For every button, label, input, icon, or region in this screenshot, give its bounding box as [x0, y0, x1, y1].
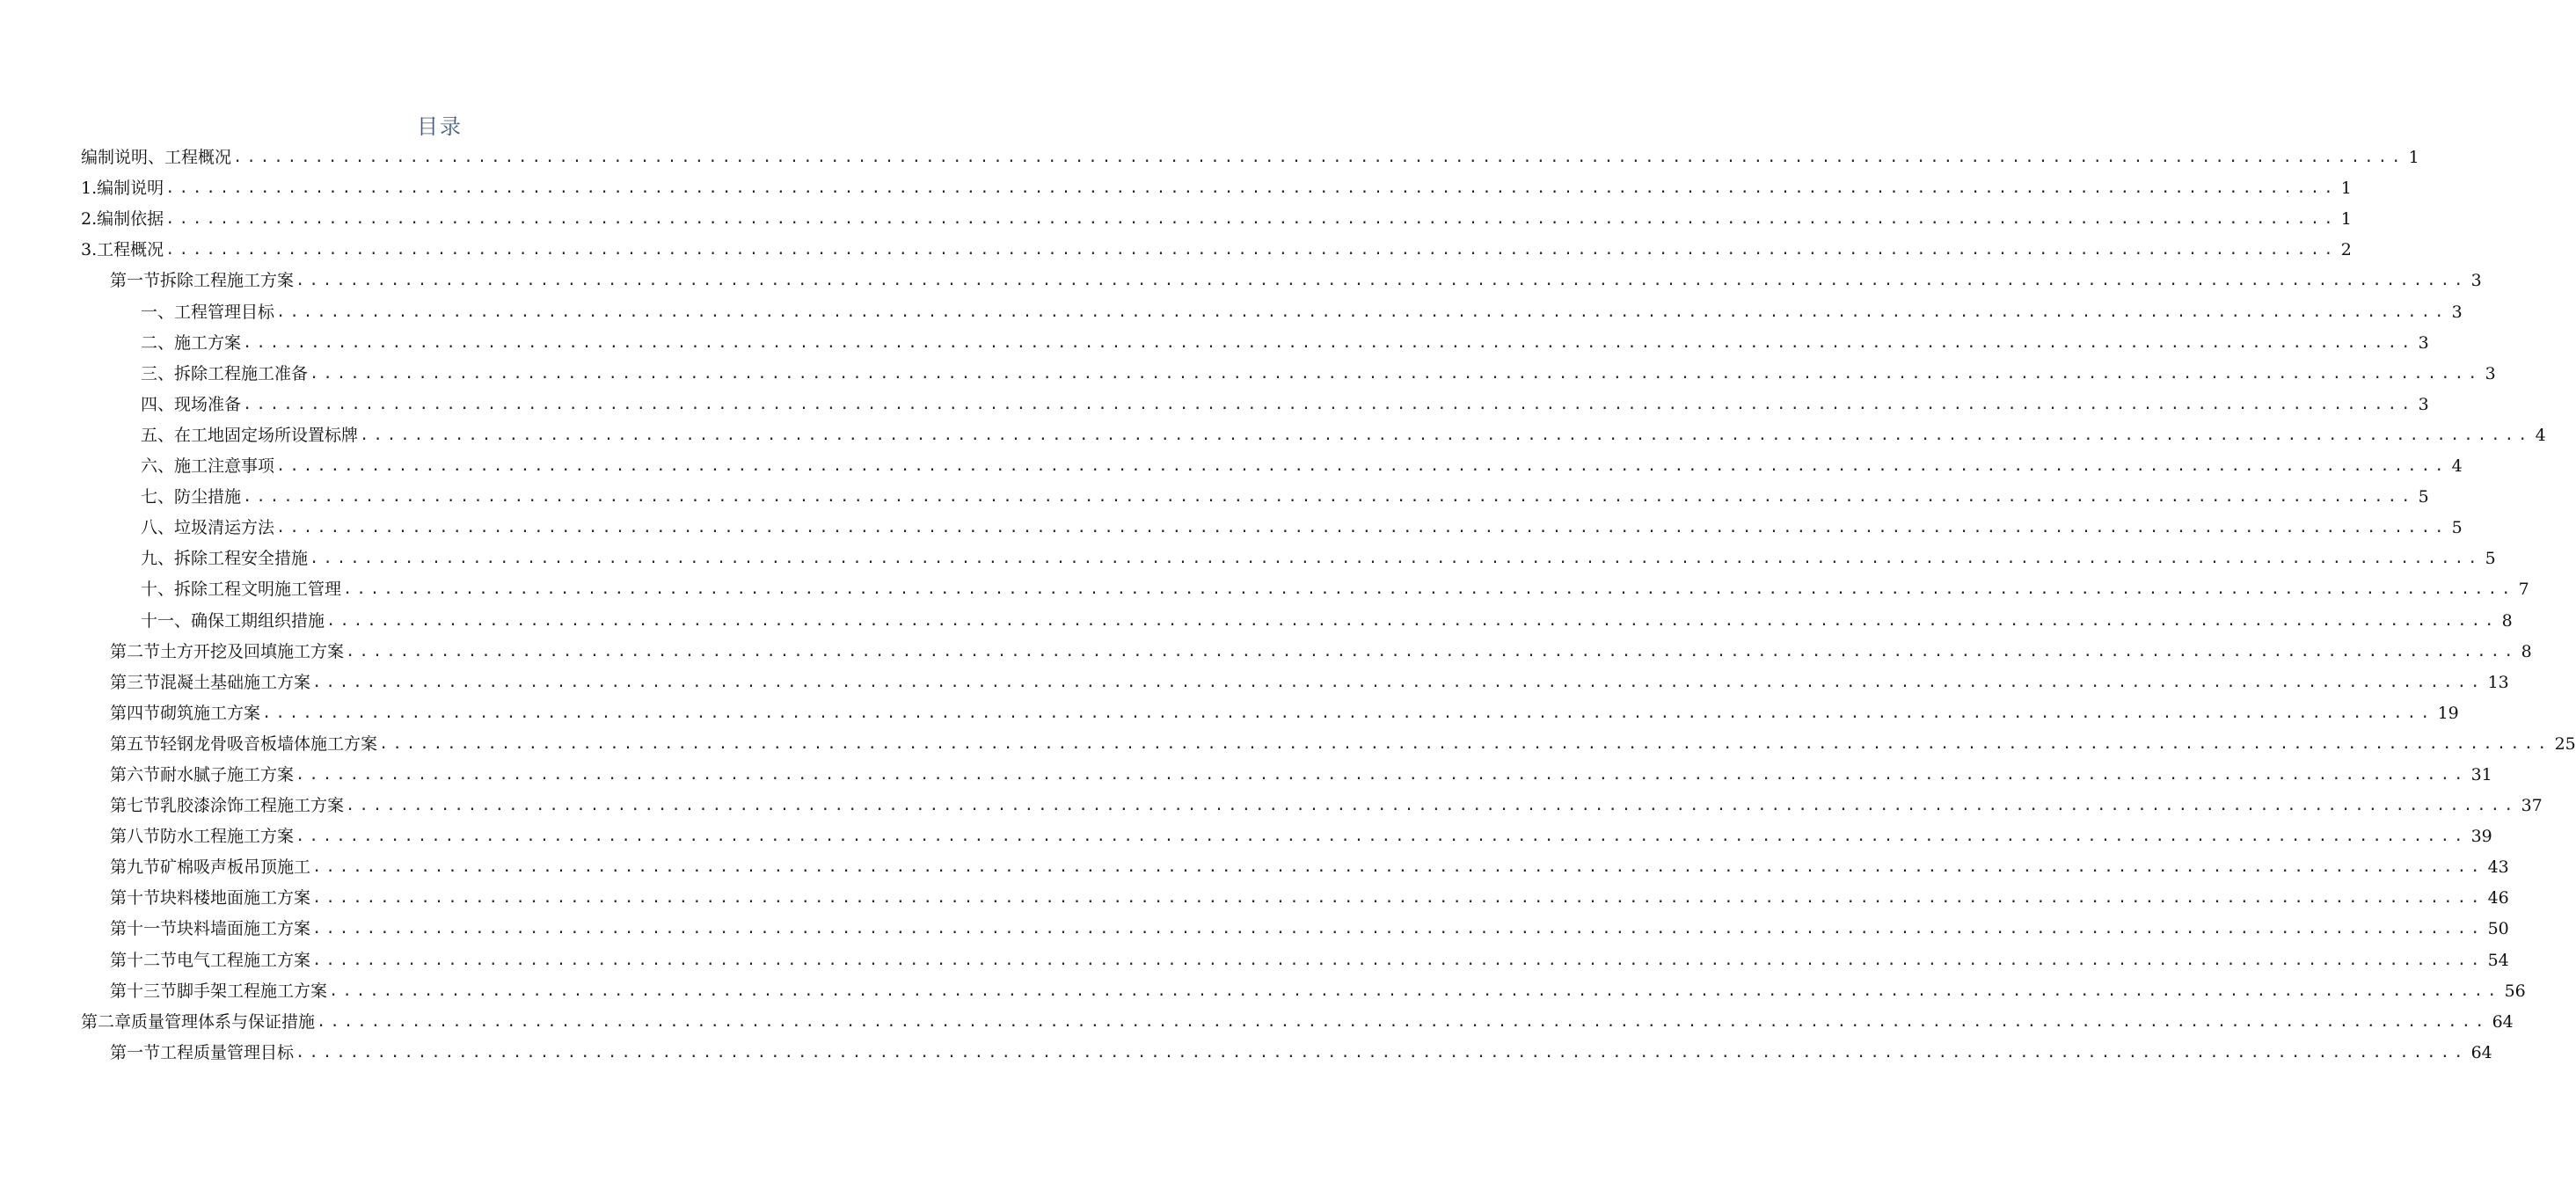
toc-dot-leader: ................................................................................................................................................................: [296, 1043, 2468, 1062]
toc-dot-leader: ................................................................................................................................................................: [310, 550, 2482, 568]
toc-entry[interactable]: [81, 760, 2492, 791]
toc-entry-page-number: 64: [2470, 1042, 2492, 1062]
toc-entry-page-number: 25: [2554, 733, 2576, 754]
toc-entry-page-number: 64: [2492, 1011, 2514, 1032]
toc-entry-page-number: 1: [2340, 209, 2352, 230]
toc-entry-page-number: 43: [2487, 857, 2509, 878]
toc-entry[interactable]: [81, 235, 2352, 266]
toc-dot-leader: ................................................................................................................................................................: [312, 858, 2485, 877]
toc-entry-page-number: 1: [2340, 179, 2352, 199]
toc-entry-page-number: 4: [2535, 425, 2546, 445]
toc-dot-leader: ................................................................................................................................................................: [346, 797, 2518, 815]
toc-entry-page-number: 56: [2504, 981, 2526, 1001]
toc-entry-page-number: 19: [2437, 703, 2459, 723]
toc-dot-leader: ................................................................................................................................................................: [233, 149, 2405, 167]
toc-entry[interactable]: [81, 359, 2496, 390]
toc-entry-label: 第七节乳胶漆涂饰工程施工方案: [110, 796, 345, 816]
toc-entry-page-number: 7: [2518, 580, 2529, 600]
toc-entry-label: 3.工程概况: [81, 240, 164, 260]
toc-dot-leader: ................................................................................................................................................................: [326, 611, 2499, 630]
toc-entry-label: 八、垃圾清运方法: [141, 518, 275, 538]
toc-dot-leader: ................................................................................................................................................................: [296, 272, 2468, 290]
toc-entry-page-number: 3: [2470, 271, 2482, 291]
toc-entry[interactable]: [81, 1038, 2492, 1069]
toc-dot-leader: ................................................................................................................................................................: [243, 488, 2415, 507]
toc-dot-leader: ................................................................................................................................................................: [165, 241, 2338, 259]
toc-entry-page-number: 5: [2451, 518, 2463, 538]
toc-entry[interactable]: [81, 976, 2526, 1007]
toc-entry[interactable]: [81, 420, 2546, 451]
toc-dot-leader: ................................................................................................................................................................: [343, 580, 2515, 599]
toc-entry-page-number: 50: [2487, 919, 2509, 939]
toc-entry[interactable]: [81, 698, 2459, 729]
toc-entry-label: 2.编制依据: [81, 209, 164, 230]
toc-entry[interactable]: [81, 883, 2509, 914]
toc-dot-leader: ................................................................................................................................................................: [243, 395, 2415, 413]
toc-dot-leader: ................................................................................................................................................................: [346, 642, 2518, 660]
toc-entry-page-number: 13: [2487, 672, 2509, 692]
toc-entry-label: 第十节块料楼地面施工方案: [110, 888, 311, 908]
toc-entry[interactable]: [81, 328, 2429, 359]
toc-dot-leader: ................................................................................................................................................................: [276, 457, 2448, 476]
toc-entry[interactable]: [81, 266, 2482, 296]
toc-entry-page-number: 54: [2487, 950, 2509, 970]
toc-dot-leader: ................................................................................................................................................................: [329, 981, 2501, 1000]
toc-entry-label: 第十二节电气工程施工方案: [110, 950, 311, 970]
toc-entry-label: 第一节拆除工程施工方案: [110, 271, 295, 291]
toc-entry[interactable]: [81, 204, 2352, 235]
toc-entry[interactable]: [81, 729, 2576, 760]
toc-entry[interactable]: [81, 791, 2543, 821]
toc-entry-page-number: 3: [2451, 302, 2463, 322]
toc-entry[interactable]: [81, 821, 2492, 852]
toc-dot-leader: ................................................................................................................................................................: [312, 889, 2485, 908]
toc-dot-leader: ................................................................................................................................................................: [310, 364, 2482, 383]
toc-entry[interactable]: [81, 451, 2463, 482]
toc-entry[interactable]: [81, 1007, 2514, 1038]
toc-entry-page-number: 1: [2408, 148, 2419, 168]
toc-dot-leader: ................................................................................................................................................................: [296, 828, 2468, 846]
toc-entry-label: 五、在工地固定场所设置标牌: [141, 425, 359, 445]
toc-entry[interactable]: [81, 544, 2496, 574]
toc-entry-label: 第二章质量管理体系与保证措施: [81, 1011, 316, 1032]
toc-dot-leader: ................................................................................................................................................................: [379, 734, 2551, 753]
toc-entry-label: 第八节防水工程施工方案: [110, 827, 295, 847]
toc-entry[interactable]: [81, 574, 2529, 605]
toc-entry-page-number: 2: [2340, 240, 2352, 260]
toc-entry[interactable]: [81, 668, 2509, 698]
toc-entry-label: 七、防尘措施: [141, 487, 242, 507]
toc-entry[interactable]: [81, 482, 2429, 513]
toc-entry[interactable]: [81, 296, 2463, 327]
toc-dot-leader: ................................................................................................................................................................: [243, 333, 2415, 352]
toc-entry-label: 第二节土方开挖及回填施工方案: [110, 641, 345, 661]
toc-dot-leader: ................................................................................................................................................................: [262, 704, 2434, 722]
toc-entry-label: 第十一节块料墙面施工方案: [110, 919, 311, 939]
toc-entry[interactable]: [81, 605, 2513, 636]
toc-entry-label: 第六节耐水腻子施工方案: [110, 764, 295, 784]
toc-list: [81, 142, 2576, 1069]
toc-entry[interactable]: [81, 513, 2463, 544]
toc-entry-label: 编制说明、工程概况: [81, 148, 232, 168]
toc-dot-leader: ................................................................................................................................................................: [296, 765, 2468, 784]
toc-entry[interactable]: [81, 914, 2509, 945]
toc-entry[interactable]: [81, 390, 2429, 420]
toc-dot-leader: ................................................................................................................................................................: [312, 673, 2485, 691]
toc-entry-label: 第五节轻钢龙骨吸音板墙体施工方案: [110, 733, 378, 754]
toc-dot-leader: ................................................................................................................................................................: [312, 920, 2485, 938]
toc-entry-label: 一、工程管理目标: [141, 302, 275, 322]
toc-dot-leader: ................................................................................................................................................................: [276, 519, 2448, 537]
toc-entry-label: 九、拆除工程安全措施: [141, 549, 309, 569]
toc-entry-page-number: 39: [2470, 827, 2492, 847]
toc-entry-page-number: 5: [2418, 487, 2429, 507]
toc-dot-leader: ................................................................................................................................................................: [360, 426, 2532, 444]
toc-entry-label: 第四节砌筑施工方案: [110, 703, 261, 723]
toc-entry-label: 1.编制说明: [81, 179, 164, 199]
toc-entry[interactable]: [81, 142, 2419, 173]
toc-entry-label: 二、施工方案: [141, 332, 242, 353]
toc-entry-label: 第九节矿棉吸声板吊顶施工: [110, 857, 311, 878]
toc-entry[interactable]: [81, 173, 2352, 204]
toc-entry-page-number: 8: [2521, 641, 2532, 661]
toc-entry-page-number: 3: [2485, 363, 2496, 383]
toc-entry-label: 第十三节脚手架工程施工方案: [110, 981, 328, 1001]
toc-entry-page-number: 46: [2487, 888, 2509, 908]
toc-title: 目录: [417, 114, 463, 139]
toc-entry-label: 第一节工程质量管理目标: [110, 1042, 295, 1062]
toc-entry-page-number: 8: [2501, 610, 2513, 631]
toc-entry-label: 十、拆除工程文明施工管理: [141, 580, 342, 600]
toc-entry-page-number: 5: [2485, 549, 2496, 569]
toc-dot-leader: ................................................................................................................................................................: [165, 210, 2338, 229]
toc-entry-label: 六、施工注意事项: [141, 456, 275, 477]
toc-dot-leader: ................................................................................................................................................................: [276, 303, 2448, 321]
toc-dot-leader: ................................................................................................................................................................: [317, 1012, 2489, 1031]
toc-entry-page-number: 3: [2418, 332, 2429, 353]
toc-dot-leader: ................................................................................................................................................................: [312, 951, 2485, 969]
toc-entry-label: 三、拆除工程施工准备: [141, 363, 309, 383]
toc-entry-label: 四、现场准备: [141, 394, 242, 414]
toc-entry-page-number: 37: [2521, 796, 2543, 816]
toc-entry-label: 十一、确保工期组织措施: [141, 610, 325, 631]
toc-entry[interactable]: [81, 945, 2509, 975]
toc-entry[interactable]: [81, 637, 2532, 668]
toc-dot-leader: ................................................................................................................................................................: [165, 179, 2338, 198]
toc-entry[interactable]: [81, 852, 2509, 883]
toc-entry-label: 第三节混凝土基础施工方案: [110, 672, 311, 692]
toc-entry-page-number: 4: [2451, 456, 2463, 477]
toc-entry-page-number: 31: [2470, 764, 2492, 784]
toc-entry-page-number: 3: [2418, 394, 2429, 414]
